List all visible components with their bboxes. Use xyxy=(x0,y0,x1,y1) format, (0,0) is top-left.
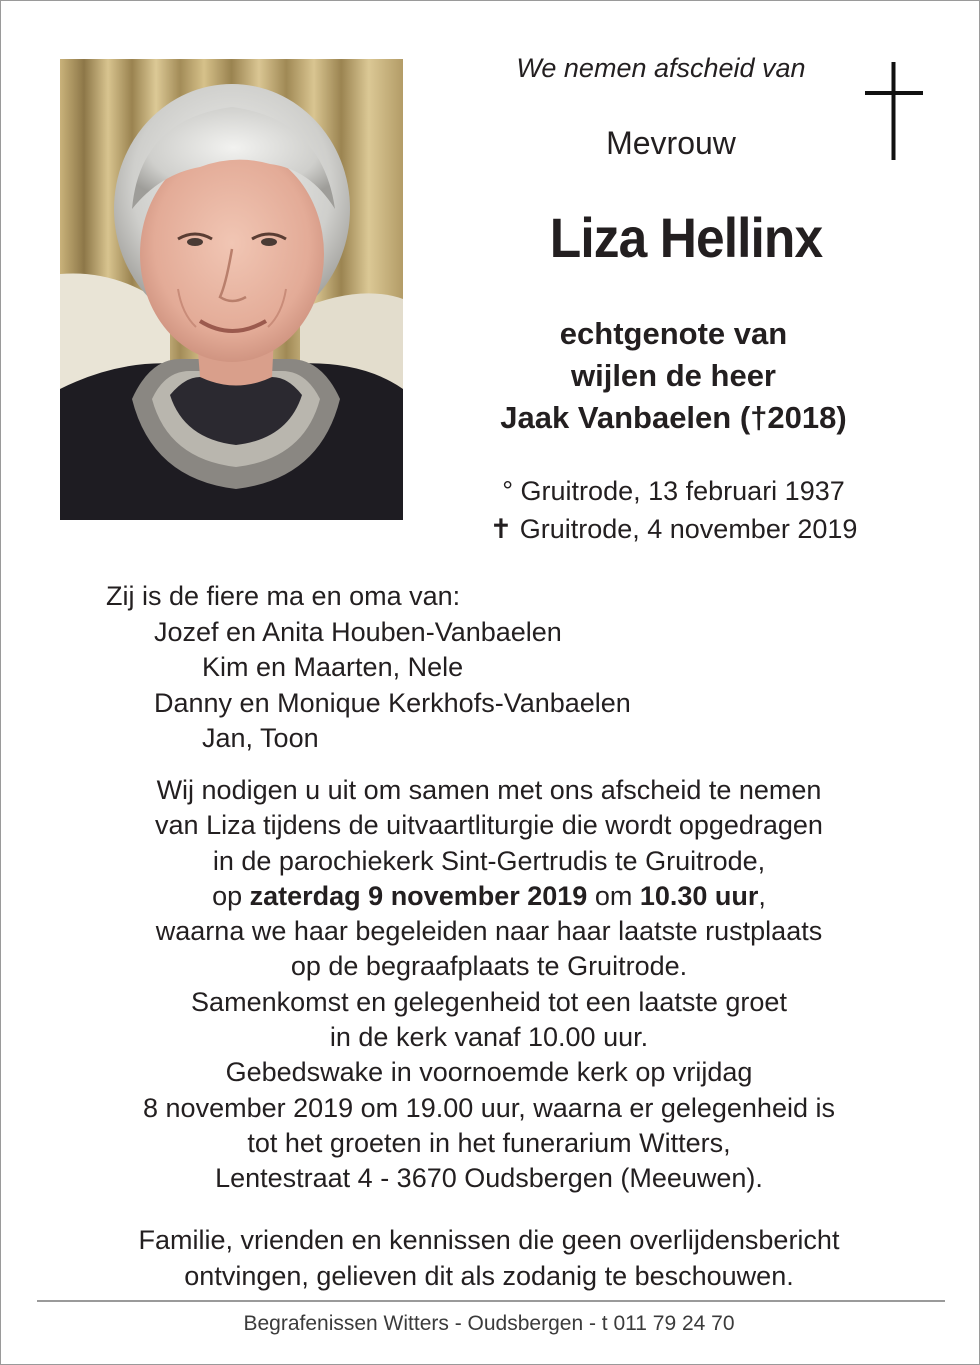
family-line: Danny en Monique Kerkhofs-Vanbaelen xyxy=(154,687,631,718)
closing-text xyxy=(41,1223,937,1294)
family-line: Jozef en Anita Houben-Vanbaelen xyxy=(154,616,562,647)
spouse-line-2: wijlen de heer xyxy=(570,358,776,393)
invitation-line: tot het groeten in het funerarium Witters, xyxy=(247,1127,731,1158)
invitation-line: Samenkomst en gelegenheid tot een laatste groet xyxy=(191,986,787,1017)
deceased-name: Liza Hellinx xyxy=(549,206,823,269)
birth-line: ° Gruitrode, 13 februari 1937 xyxy=(502,476,845,506)
closing-line: Familie, vrienden en kennissen die geen overlijdensbericht xyxy=(138,1225,840,1255)
invitation-line: van Liza tijdens de uitvaartliturgie die wordt opgedragen xyxy=(155,810,823,841)
invitation-line: 8 november 2019 om 19.00 uur, waarna er gelegenheid is xyxy=(143,1092,835,1123)
salutation: Mevrouw xyxy=(606,125,736,161)
closing-line: ontvingen, gelieven dit als zodanig te beschouwen. xyxy=(184,1260,794,1291)
family-line: Kim en Maarten, Nele xyxy=(202,652,464,682)
invitation-line: Lentestraat 4 - 3670 Oudsbergen (Meeuwen). xyxy=(215,1163,763,1194)
portrait-photo xyxy=(60,59,403,520)
invitation-line: waarna we haar begeleiden naar haar laatste rustplaats xyxy=(155,916,823,947)
invitation-line: Wij nodigen u uit om samen met ons afscheid te nemen xyxy=(156,775,822,805)
spouse-line-1: echtgenote van xyxy=(559,316,788,351)
family-intro: Zij is de fiere ma en oma van: xyxy=(106,581,461,611)
funeral-home-footer: Begrafenissen Witters - Oudsbergen - t 011 79 24 70 xyxy=(243,1312,735,1335)
invitation-line: op de begraafplaats te Gruitrode. xyxy=(290,951,688,982)
family-list xyxy=(106,579,631,757)
family-line: Jan, Toon xyxy=(202,723,319,753)
death-line: ✝ Gruitrode, 4 november 2019 xyxy=(489,514,858,544)
dates-block xyxy=(441,472,906,548)
service-time: 10.30 uur xyxy=(639,880,759,911)
footer-divider xyxy=(37,1300,945,1302)
service-date: zaterdag 9 november 2019 xyxy=(249,880,588,911)
invitation-line: in de kerk vanaf 10.00 uur. xyxy=(329,1022,649,1053)
spouse-line-3: Jaak Vanbaelen (†2018) xyxy=(500,400,847,435)
intro-text: We nemen afscheid van xyxy=(516,53,806,83)
spouse-block xyxy=(441,313,906,439)
service-datetime-line: op zaterdag 9 november 2019 om 10.30 uur, xyxy=(212,880,766,911)
invitation-text xyxy=(41,773,937,1197)
invitation-line: in de parochiekerk Sint-Gertrudis te Gruitrode, xyxy=(212,845,766,876)
invitation-line: Gebedswake in voornoemde kerk op vrijdag xyxy=(225,1057,753,1088)
